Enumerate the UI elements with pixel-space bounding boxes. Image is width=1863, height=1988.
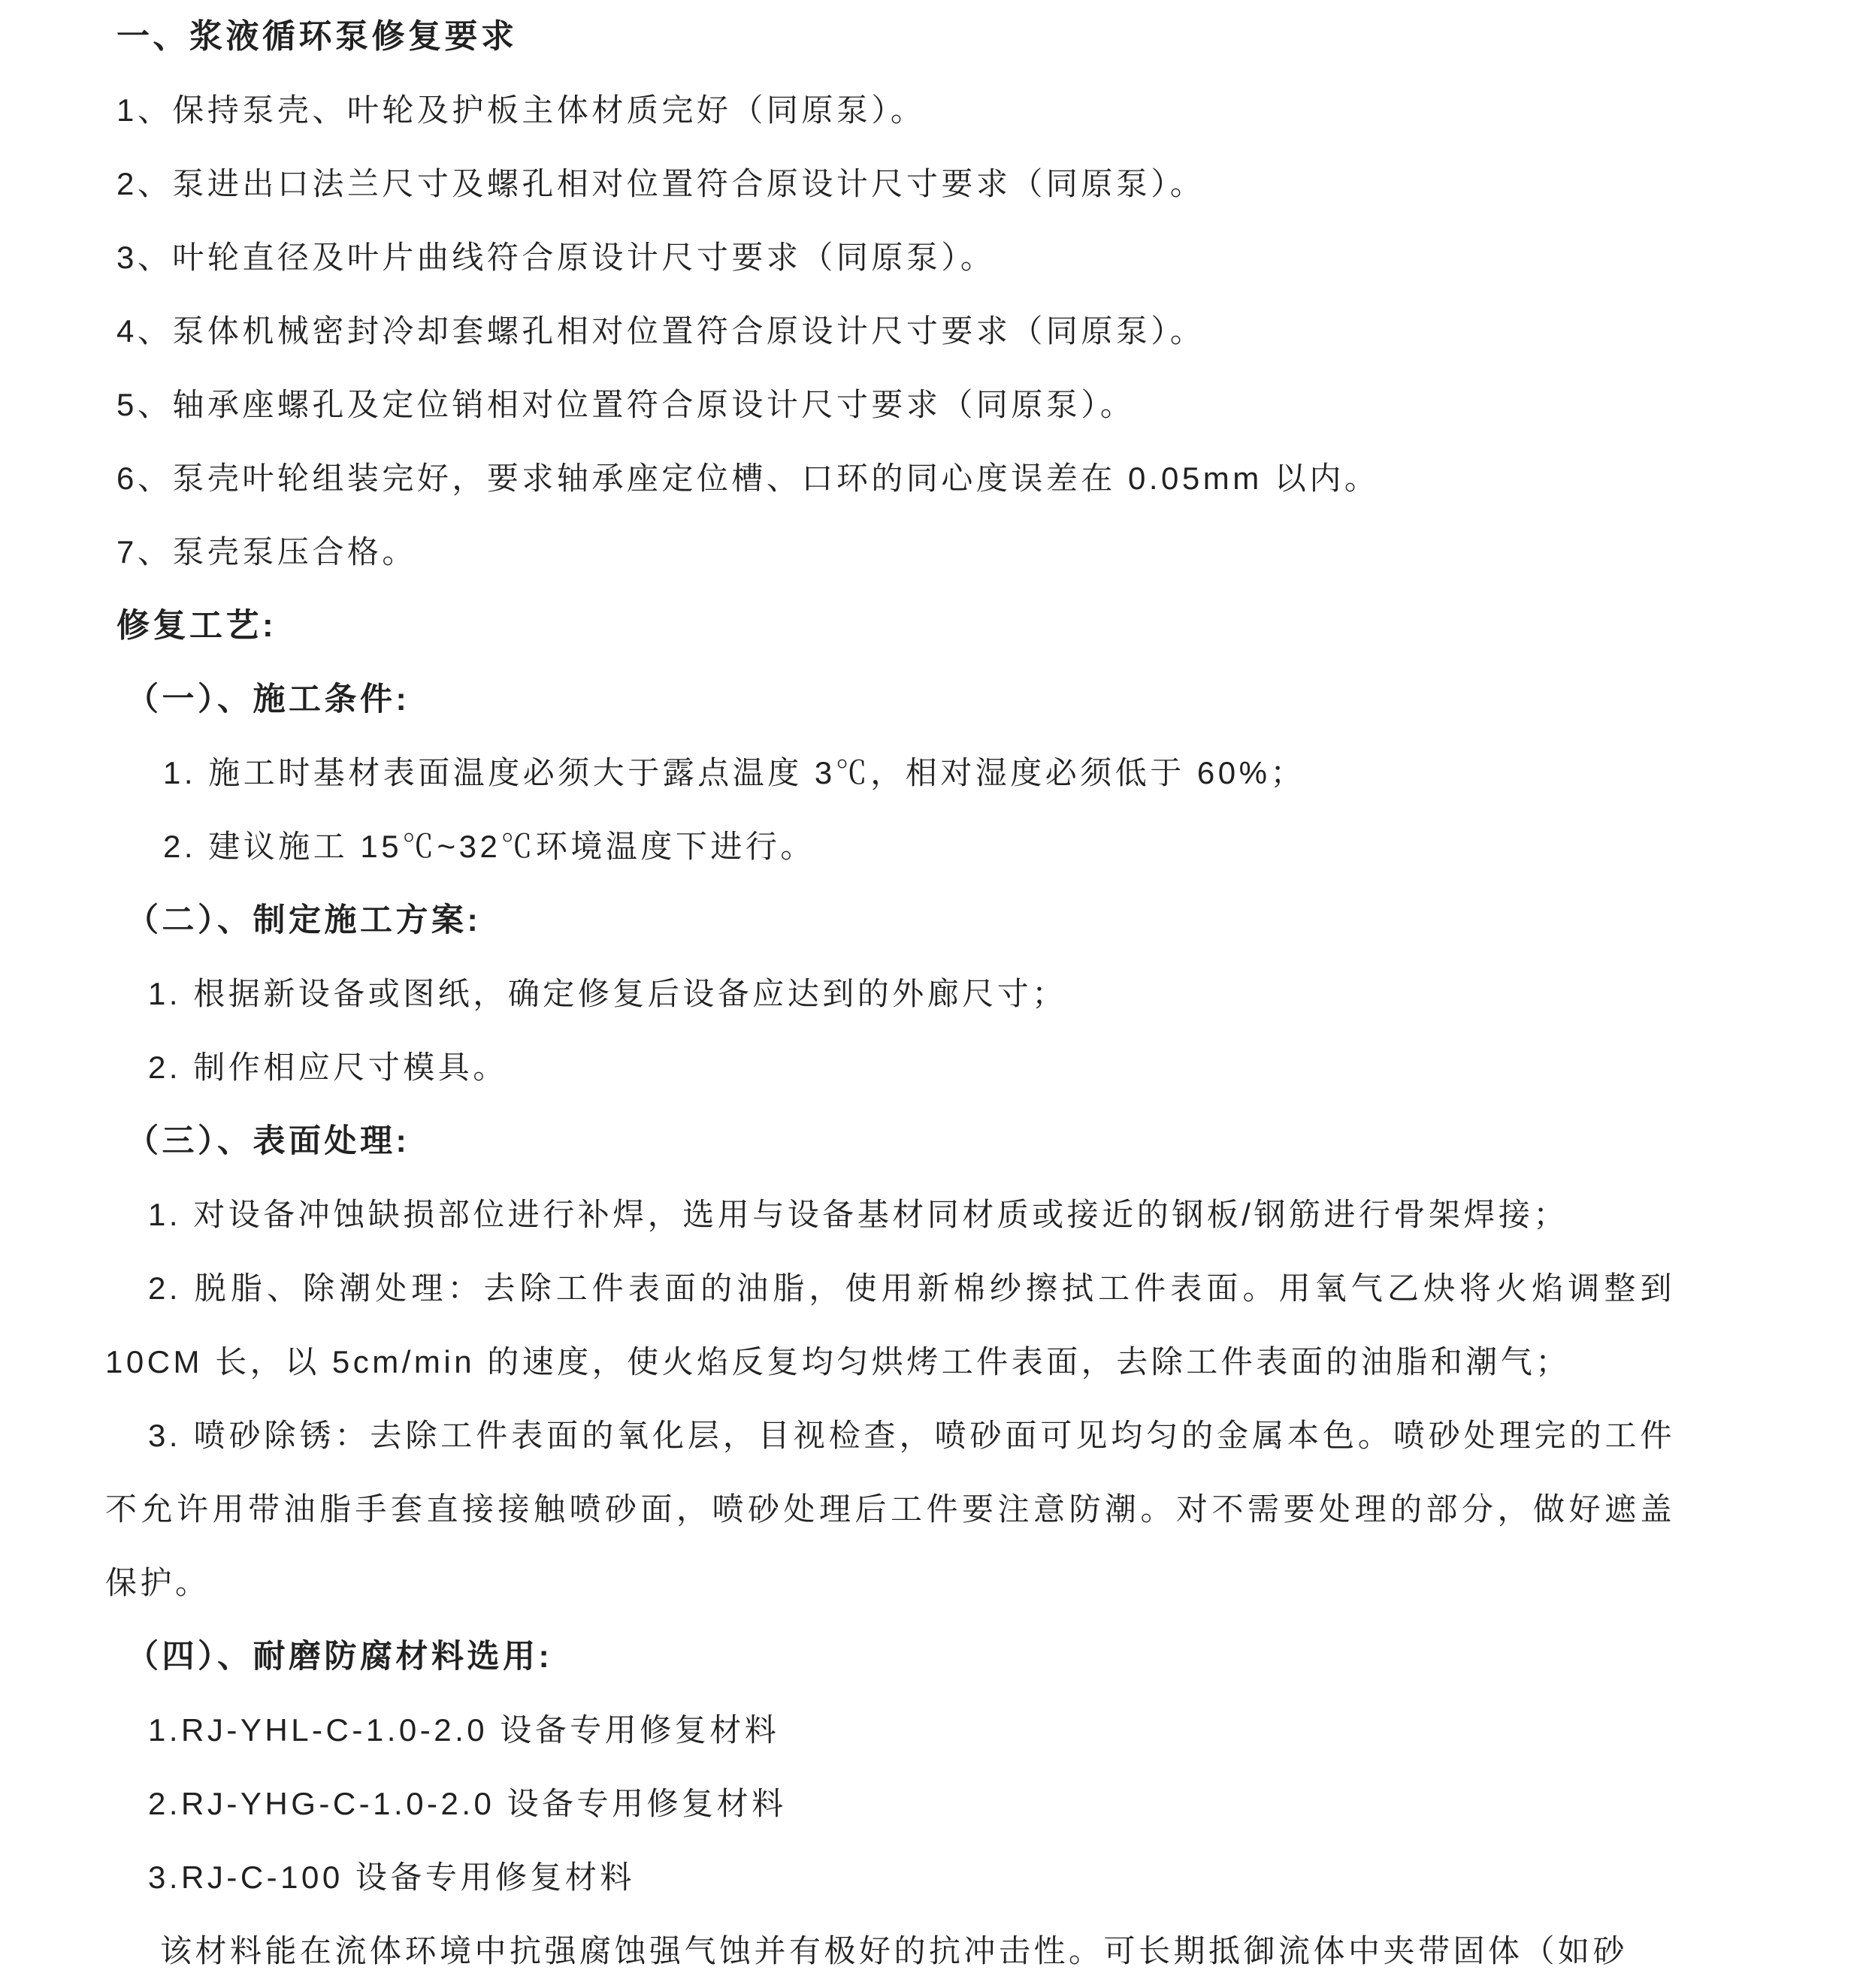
process-heading: 修复工艺: <box>116 607 277 644</box>
section-1-item-2: 2. 建议施工 15℃~32℃环境温度下进行。 <box>163 829 815 864</box>
doc-title: 一、浆液循环泵修复要求 <box>116 18 518 55</box>
requirement-item-7: 7、泵壳泵压合格。 <box>116 534 417 570</box>
section-4-item-3: 3.RJ-C-100 设备专用修复材料 <box>148 1860 635 1895</box>
section-3-item-1: 1. 对设备冲蚀缺损部位进行补焊，选用与设备基材同材质或接近的钢板/钢筋进行骨架焊接； <box>148 1197 1568 1232</box>
requirement-item-4: 4、泵体机械密封冷却套螺孔相对位置符合原设计尺寸要求（同原泵）。 <box>116 313 1205 349</box>
section-3-item-3: 3. 喷砂除锈：去除工件表面的氧化层，目视检查，喷砂面可见均匀的金属本色。喷砂处理完的工件不允许用带油脂手套直接接触喷砂面，喷砂处理后工件要注意防潮。对不需要处理的部分，做好遮盖保护。 <box>105 1418 1675 1600</box>
requirement-item-2: 2、泵进出口法兰尺寸及螺孔相对位置符合原设计尺寸要求（同原泵）。 <box>116 166 1205 201</box>
section-4-item-1: 1.RJ-YHL-C-1.0-2.0 设备专用修复材料 <box>148 1712 780 1748</box>
section-2-item-2: 2. 制作相应尺寸模具。 <box>148 1050 508 1085</box>
section-4-material-note: 该材料能在流体环境中抗强腐蚀强气蚀并有极好的抗冲击性。可长期抵御流体中夹带固体（如砂 <box>160 1933 1629 1968</box>
section-3-item-2: 2. 脱脂、除潮处理：去除工件表面的油脂，使用新棉纱擦拭工件表面。用氧气乙炔将火焰调整到 10CM 长，以 5cm/min 的速度，使火焰反复均匀烘烤工件表面，去除工件表面的油脂和潮气； <box>105 1270 1675 1379</box>
requirement-item-1: 1、保持泵壳、叶轮及护板主体材质完好（同原泵）。 <box>116 92 926 128</box>
section-2-heading: （二）、制定施工方案: <box>126 902 482 938</box>
section-4-heading: （四）、耐磨防腐材料选用: <box>126 1639 553 1675</box>
section-4-item-2: 2.RJ-YHG-C-1.0-2.0 设备专用修复材料 <box>148 1786 787 1821</box>
section-1-heading: （一）、施工条件: <box>126 681 410 718</box>
requirement-item-6: 6、泵壳叶轮组装完好，要求轴承座定位槽、口环的同心度误差在 0.05mm 以内。 <box>116 461 1380 496</box>
section-3-heading: （三）、表面处理: <box>126 1123 410 1159</box>
section-1-item-1: 1. 施工时基材表面温度必须大于露点温度 3℃，相对湿度必须低于 60%； <box>163 755 1305 790</box>
requirement-item-5: 5、轴承座螺孔及定位销相对位置符合原设计尺寸要求（同原泵）。 <box>116 387 1136 422</box>
section-2-item-1: 1. 根据新设备或图纸，确定修复后设备应达到的外廊尺寸； <box>148 976 1067 1011</box>
requirement-item-3: 3、叶轮直径及叶片曲线符合原设计尺寸要求（同原泵）。 <box>116 240 996 275</box>
